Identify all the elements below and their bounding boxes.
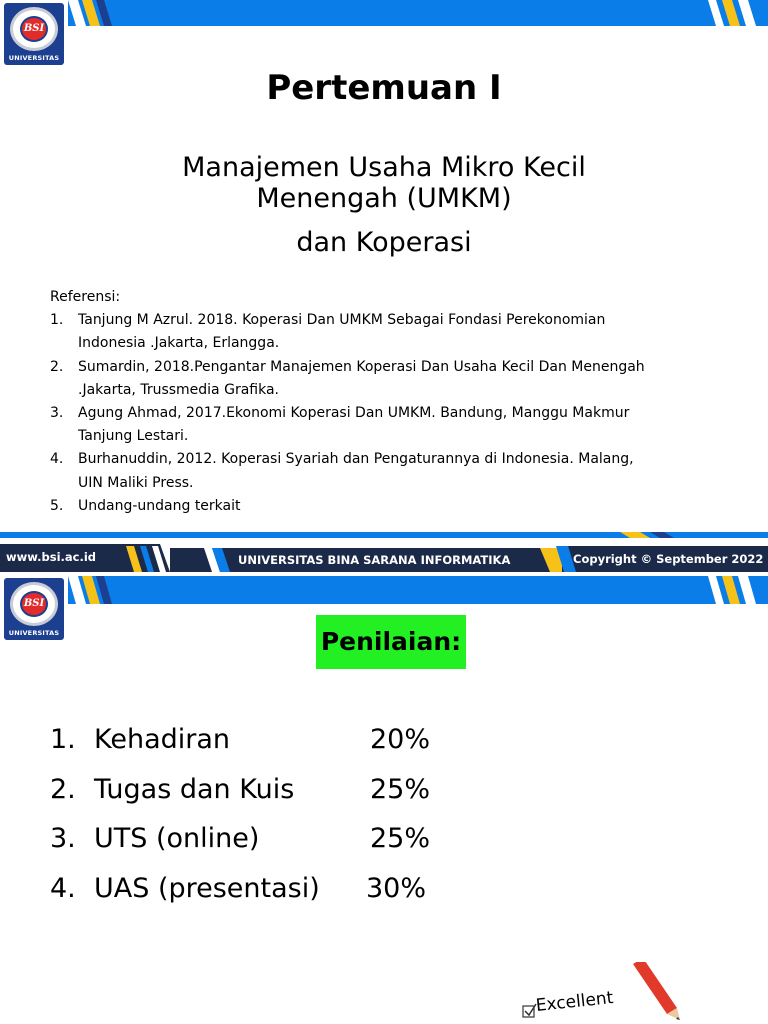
reference-item [50,495,730,518]
logo-letters: BSI [23,598,45,609]
reference-line: .Jakarta, Trussmedia Grafika. [78,381,279,398]
slide-footer [0,532,768,572]
logo-label: UNIVERSITAS [8,629,60,637]
references-list [50,286,730,518]
grade-label: UTS (online) [94,823,260,854]
grade-label: UAS (presentasi) [94,872,320,904]
checklist-pencil-illustration [505,962,768,1024]
grade-weight: 30% [366,872,427,904]
reference-number: 2. [50,358,64,375]
reference-text [78,309,730,355]
grade-number: 3. [50,823,76,854]
university-logo [4,578,64,640]
reference-line: Tanjung M Azrul. 2018. Koperasi Dan UMKM Sebagai Fondasi Perekonomian [78,312,606,329]
reference-text [78,356,730,402]
grade-number: 1. [50,724,76,755]
footer-url: www.bsi.ac.id [6,550,97,564]
subtitle-line-1: Manajemen Usaha Mikro Kecil [182,152,586,183]
footer-copyright: Copyright © September 2022 [573,552,764,566]
grade-row [50,823,470,873]
reference-line: Undang-undang terkait [78,497,241,514]
reference-line: Agung Ahmad, 2017.Ekonomi Koperasi Dan UMKM. Bandung, Manggu Makmur [78,405,630,422]
top-banner [68,576,768,602]
logo-emblem [20,591,48,617]
logo-ring [10,582,58,626]
reference-line: Tanjung Lestari. [78,428,189,445]
logo-emblem [20,16,48,42]
grade-row [50,774,470,824]
reference-item [50,356,730,402]
reference-number: 4. [50,451,64,468]
top-banner [68,0,768,26]
subtitle-line-3: dan Koperasi [296,227,472,258]
grade-weight: 20% [370,724,431,755]
assessment-heading: Penilaian: [316,615,466,669]
logo-ring [10,7,58,51]
references-heading: Referensi: [50,289,121,305]
reference-item [50,448,730,494]
reference-line: Indonesia .Jakarta, Erlangga. [78,335,280,352]
grade-weight: 25% [370,823,431,854]
grade-number: 4. [50,872,76,904]
grade-number: 2. [50,773,76,805]
footer-university: UNIVERSITAS BINA SARANA INFORMATIKA [238,553,511,567]
logo-label: UNIVERSITAS [8,54,60,62]
reference-line: UIN Maliki Press. [78,474,194,491]
grade-weight: 25% [370,773,431,805]
grading-list [50,724,470,922]
reference-text [78,495,730,518]
reference-number: 5. [50,497,64,514]
checklist-label: Excellent [534,987,615,1016]
grade-row [50,724,470,774]
reference-number: 3. [50,405,64,422]
reference-text [78,448,730,494]
slide-2 [0,572,768,1024]
subtitle-line-2: Menengah (UMKM) [256,183,512,214]
university-logo [4,3,64,65]
reference-text [78,402,730,448]
slide-title: Pertemuan I [266,68,502,108]
grade-label: Kehadiran [94,724,231,755]
reference-item [50,402,730,448]
reference-number: 1. [50,312,64,329]
reference-line: Burhanuddin, 2012. Koperasi Syariah dan Pengaturannya di Indonesia. Malang, [78,451,634,468]
logo-letters: BSI [23,23,45,34]
reference-item [50,309,730,355]
course-subtitle [0,152,768,214]
grade-row [50,873,470,923]
grade-label: Tugas dan Kuis [94,773,295,805]
reference-line: Sumardin, 2018.Pengantar Manajemen Koperasi Dan Usaha Kecil Dan Menengah [78,358,645,375]
